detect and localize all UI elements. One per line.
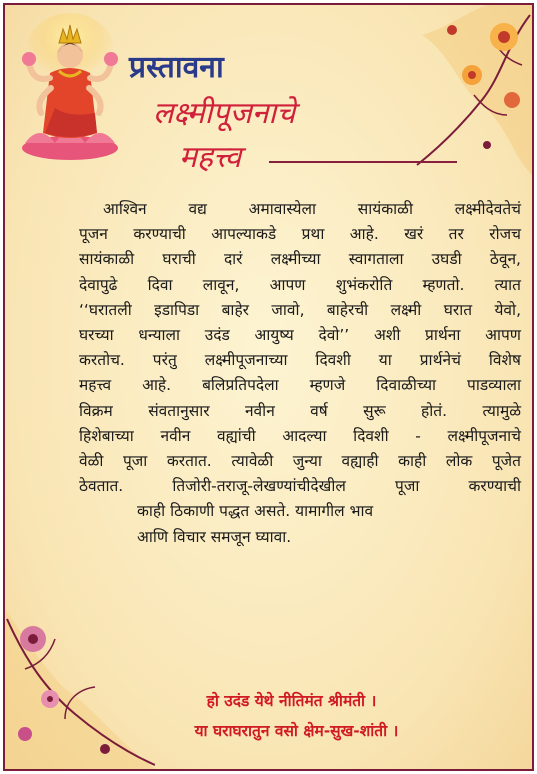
body-line: ठेवतात. तिजोरी-तराजू-लेखण्यांचीदेखील पूजा करण्याची <box>79 477 521 496</box>
body-line: विक्रम संवतानुसार नवीन वर्ष सुरू होतं. त्यामुळे <box>79 401 521 420</box>
page-title: प्रस्तावना <box>129 50 224 85</box>
couplet-line-1: हो उदंड येथे नीतिमंत श्रीमंती । <box>206 692 377 710</box>
body-line: वेळी पूजा करतात. त्यावेळी जुन्या वह्याही काही लोक पूजेत <box>79 452 521 471</box>
body-line: घरच्या धन्याला उदंड आयुष्य देवो’’ अशी प्रार्थना आपण <box>79 326 521 345</box>
floral-corner-top-right-icon <box>412 5 532 175</box>
body-paragraph <box>79 197 521 550</box>
body-line: आश्विन वद्य अमावास्येला सायंकाळी लक्ष्मीदेवतेचं <box>103 200 521 218</box>
floral-corner-bottom-left-icon <box>5 599 155 769</box>
body-line: देवापुढे दिवा लावून, आपण शुभंकरोति म्हणतो. त्यात <box>79 275 521 294</box>
body-line: पूजन करण्याची आपल्याकडे प्रथा आहे. खरं तर रोजच <box>79 225 521 244</box>
subtitle-line-1: लक्ष्मीपूजनाचे <box>153 96 296 131</box>
body-line: आणि विचार समजून घ्यावा. <box>137 527 292 546</box>
body-line: ‘‘घरातली इडापिडा बाहेर जावो, बाहेरची लक्ष्मी घरात येवो, <box>79 300 521 319</box>
couplet-line-2: या घराघरातुन वसो क्षेम-सुख-शांती । <box>194 722 399 740</box>
document-page <box>3 3 534 771</box>
body-line: महत्त्व आहे. बलिप्रतिपदेला म्हणजे दिवाळीच्या पाडव्याला <box>79 376 521 395</box>
body-line: सायंकाळी घराची दारं लक्ष्मीच्या स्वागताला उघडी ठेवून, <box>79 250 521 269</box>
title-underline-divider <box>269 161 457 163</box>
goddess-lakshmi-illustration-icon <box>15 13 125 163</box>
subtitle-line-2: महत्त्व <box>179 140 242 175</box>
body-line: काही ठिकाणी पद्धत असते. यामागील भाव <box>137 502 374 521</box>
body-line: करतोच. परंतु लक्ष्मीपूजनाच्या दिवशी या प्रार्थनेचं विशेष <box>79 351 521 370</box>
body-line: हिशेबाच्या नवीन वह्यांची आदल्या दिवशी - लक्ष्मीपूजनाचे <box>79 426 521 445</box>
